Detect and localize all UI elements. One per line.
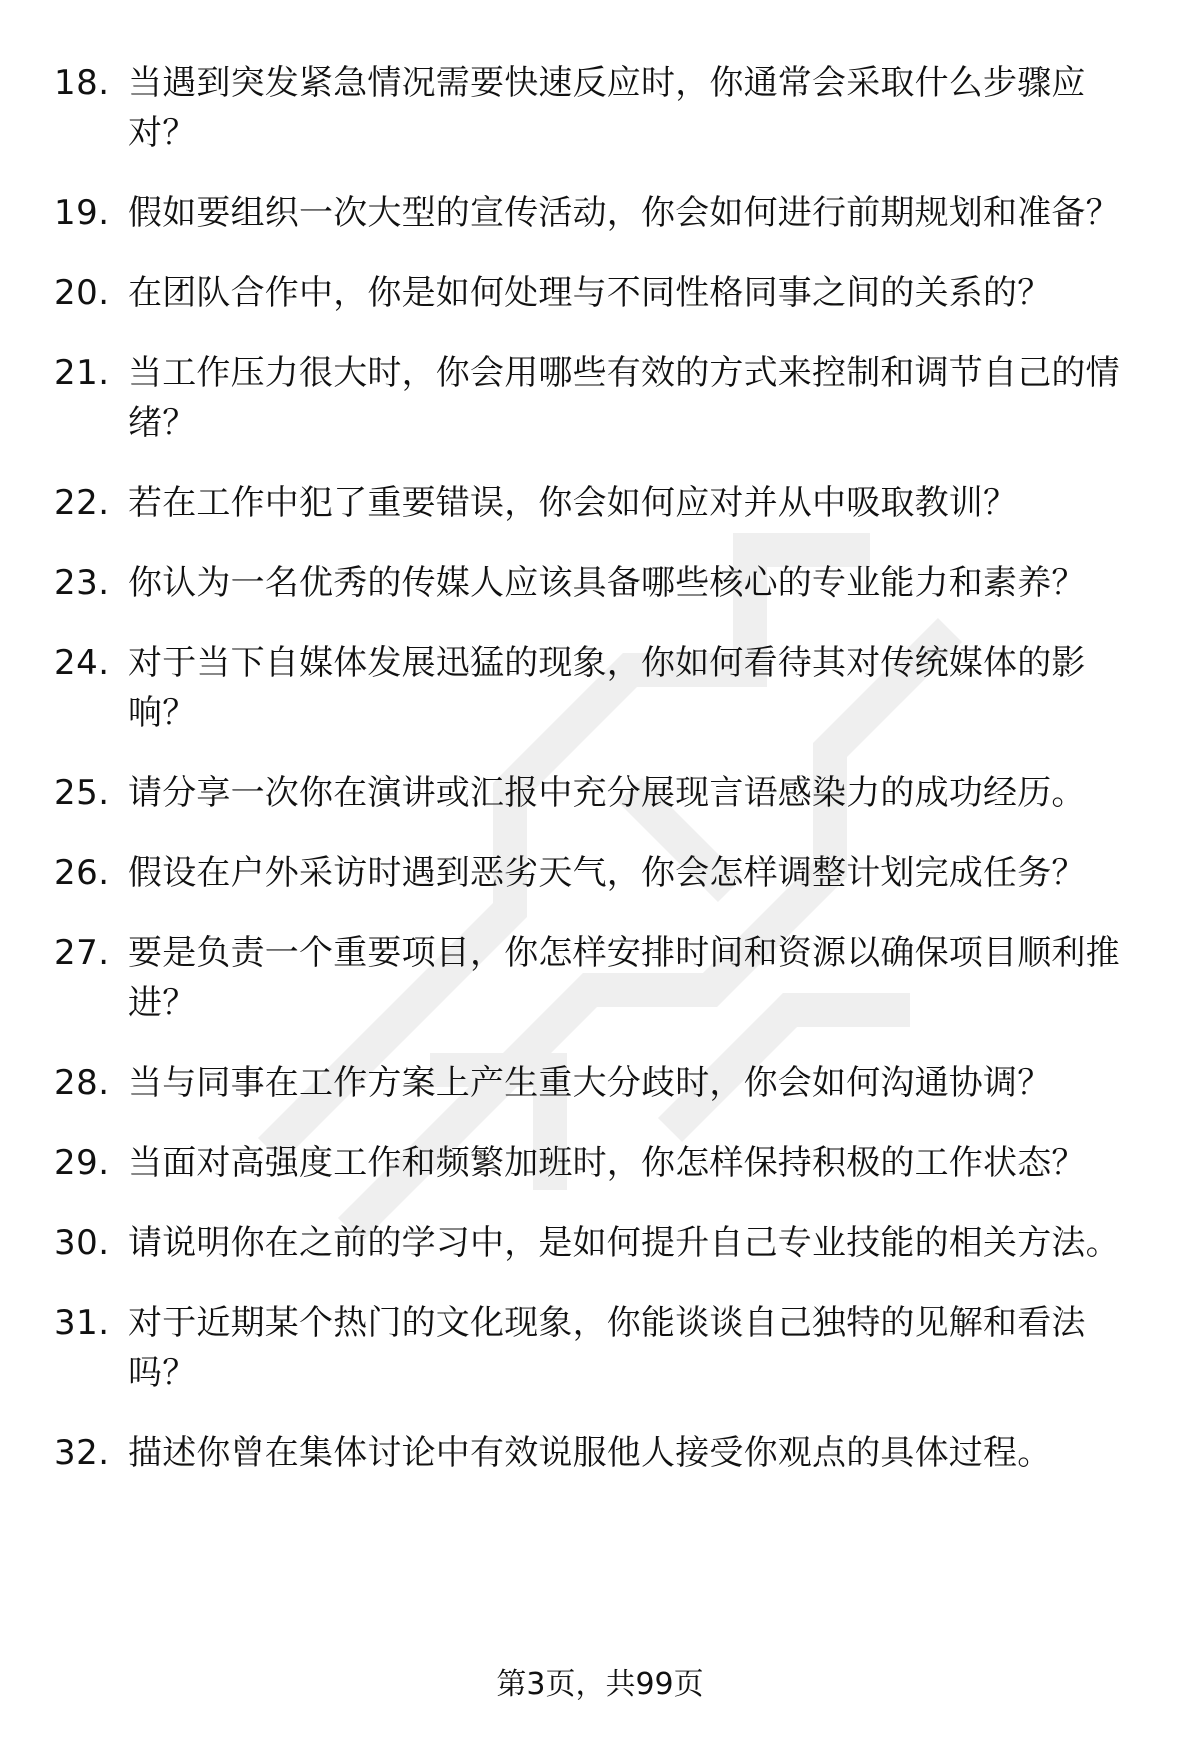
question-number: 32. xyxy=(54,1433,110,1473)
question-item xyxy=(0,1218,1200,1268)
question-number: 25. xyxy=(54,773,110,813)
question-item xyxy=(0,268,1200,318)
question-item xyxy=(0,848,1200,898)
question-item xyxy=(0,1058,1200,1108)
question-number: 22. xyxy=(54,483,110,523)
question-number: 28. xyxy=(54,1063,110,1103)
question-number: 31. xyxy=(54,1303,110,1343)
question-item xyxy=(0,188,1200,238)
question-text: 当面对高强度工作和频繁加班时，你怎样保持积极的工作状态？ xyxy=(128,1143,1086,1183)
question-number: 26. xyxy=(54,853,110,893)
question-number: 24. xyxy=(54,643,110,683)
question-text: 当与同事在工作方案上产生重大分歧时，你会如何沟通协调？ xyxy=(128,1063,1052,1103)
question-text: 假设在户外采访时遇到恶劣天气，你会怎样调整计划完成任务？ xyxy=(128,853,1086,893)
question-item xyxy=(0,558,1200,608)
question-number: 23. xyxy=(54,563,110,603)
question-number: 21. xyxy=(54,353,110,393)
question-text: 要是负责一个重要项目，你怎样安排时间和资源以确保项目顺利推进？ xyxy=(128,933,1120,1023)
question-item xyxy=(0,478,1200,528)
question-text: 当遇到突发紧急情况需要快速反应时，你通常会采取什么步骤应对？ xyxy=(128,63,1086,153)
question-text: 对于当下自媒体发展迅猛的现象，你如何看待其对传统媒体的影响？ xyxy=(128,643,1086,733)
question-number: 30. xyxy=(54,1223,110,1263)
question-list xyxy=(0,58,1200,1508)
question-item xyxy=(0,928,1200,1028)
page-footer: 第3页，共99页 xyxy=(496,1667,704,1702)
question-number: 29. xyxy=(54,1143,110,1183)
question-text: 请分享一次你在演讲或汇报中充分展现言语感染力的成功经历。 xyxy=(128,773,1086,813)
question-number: 19. xyxy=(54,193,110,233)
question-item xyxy=(0,58,1200,158)
question-text: 你认为一名优秀的传媒人应该具备哪些核心的专业能力和素养？ xyxy=(128,563,1086,603)
question-item xyxy=(0,1138,1200,1188)
question-text: 若在工作中犯了重要错误，你会如何应对并从中吸取教训？ xyxy=(128,483,1018,523)
question-text: 描述你曾在集体讨论中有效说服他人接受你观点的具体过程。 xyxy=(128,1433,1052,1473)
question-item xyxy=(0,1428,1200,1478)
question-number: 27. xyxy=(54,933,110,973)
question-number: 18. xyxy=(54,63,110,103)
question-text: 当工作压力很大时，你会用哪些有效的方式来控制和调节自己的情绪？ xyxy=(128,353,1120,443)
question-text: 对于近期某个热门的文化现象，你能谈谈自己独特的见解和看法吗？ xyxy=(128,1303,1086,1393)
question-item xyxy=(0,768,1200,818)
question-item xyxy=(0,638,1200,738)
question-item xyxy=(0,1298,1200,1398)
question-number: 20. xyxy=(54,273,110,313)
question-text: 请说明你在之前的学习中，是如何提升自己专业技能的相关方法。 xyxy=(128,1223,1120,1263)
question-text: 在团队合作中，你是如何处理与不同性格同事之间的关系的？ xyxy=(128,273,1052,313)
question-text: 假如要组织一次大型的宣传活动，你会如何进行前期规划和准备？ xyxy=(128,193,1120,233)
question-item xyxy=(0,348,1200,448)
